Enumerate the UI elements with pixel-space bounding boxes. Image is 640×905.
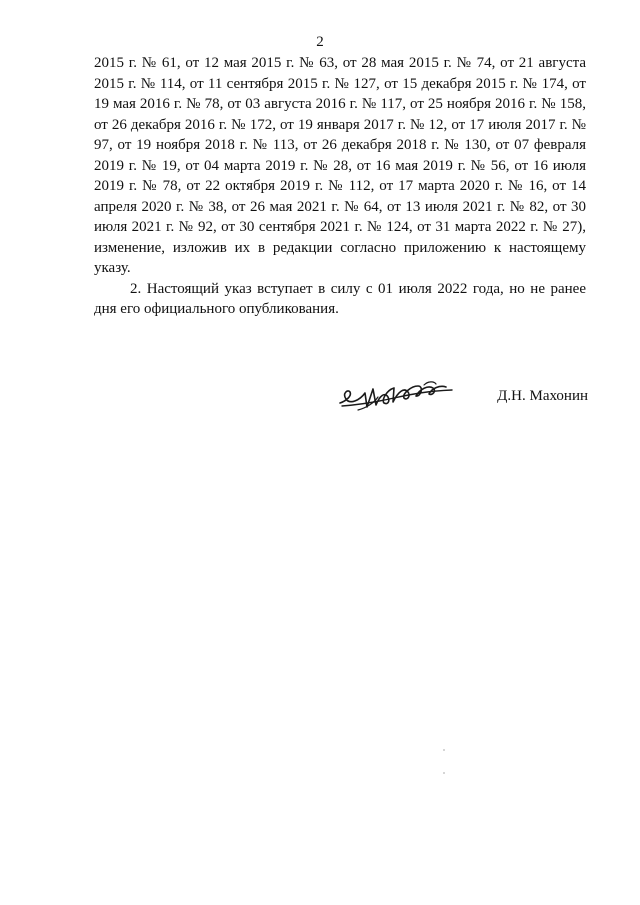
scan-speck [443,749,445,751]
document-body [94,53,586,320]
signer-name: Д.Н. Махонин [497,388,588,404]
scan-speck [443,772,445,774]
paragraph-amendment-list: 2015 г. № 61, от 12 мая 2015 г. № 63, от 28 мая 2015 г. № 74, от 21 августа 2015 г. № 114, от 11 сентября 2015 г. № 127, от 15 декабря 2015 г. № 174, от 19 мая 2016 г. № 78, от 03 августа 2016 г. № 117, от 25 ноября 2016 г. № 158, от 26 декабря 2016 г. № 172, от 19 января 2017 г. № 12, от 17 июля 2017 г. № 97, от 19 ноября 2018 г. № 113, от 26 декабря 2018 г. № 130, от 07 февраля 2019 г. № 19, от 04 марта 2019 г. № 28, от 16 мая 2019 г. № 56, от 16 июля 2019 г. № 78, от 22 октября 2019 г. № 112, от 17 марта 2020 г. № 16, от 14 апреля 2020 г. № 38, от 26 мая 2021 г. № 64, от 13 июля 2021 г. № 82, от 30 июля 2021 г. № 92, от 30 сентября 2021 г. № 124, от 31 марта 2022 г. № 27), изменение, изложив их в редакции согласно приложению к настоящему указу. [94,55,586,276]
handwritten-signature-icon [332,372,460,418]
signature-block [332,372,592,422]
page-number: 2 [316,34,324,50]
paragraph-effective-date: 2. Настоящий указ вступает в силу с 01 июля 2022 года, но не ранее дня его официального опубликования. [94,280,586,317]
